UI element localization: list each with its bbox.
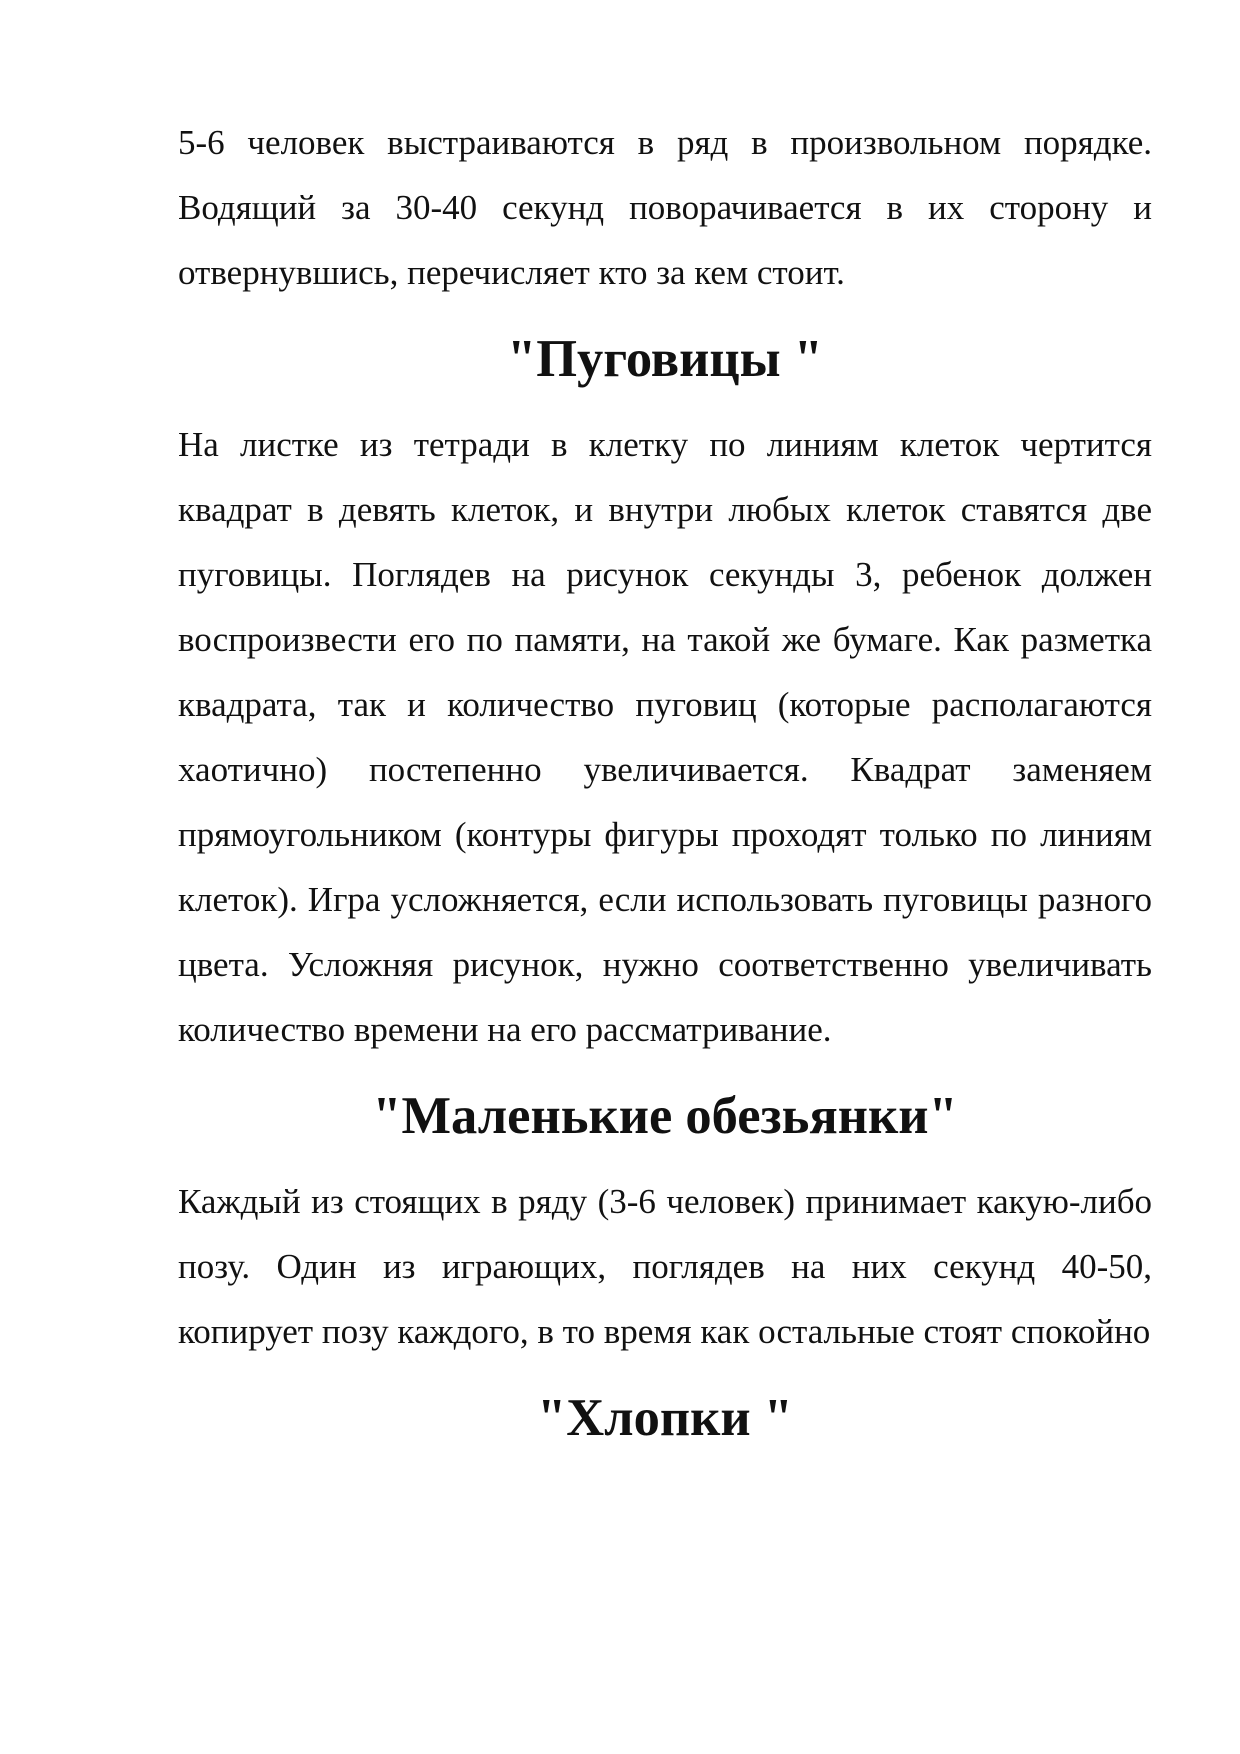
document-body [178, 110, 1152, 1451]
heading-little-monkeys-game: "Маленькие обезьянки" [372, 1087, 958, 1145]
paragraph-buttons-game: На листке из тетради в клетку по линиям клеток чертится квадрат в девять клеток, и внутри любых клеток ставятся две пуговицы. Поглядев на рисунок секунды 3, ребенок должен воспроизвести его по памяти, на такой же бумаге. Как разметка квадрата, так и количество пуговиц (которые располагаются хаотично) постепенно увеличивается. Квадрат заменяем прямоугольником (контуры фигуры проходят только по линиям клеток). Игра усложняется, если использовать пуговицы разного цвета. Усложняя рисунок, нужно соответственно увеличивать количество времени на его рассматривание. [178, 425, 1152, 1049]
heading-claps-game: "Хлопки " [537, 1389, 793, 1447]
heading-buttons-game: "Пуговицы " [507, 330, 823, 388]
paragraph-line-order-game: 5-6 человек выстраиваются в ряд в произвольном порядке. Водящий за 30-40 секунд поворачивается в их сторону и отвернувшись, перечисляет кто за кем стоит. [178, 123, 1152, 292]
paragraph-little-monkeys-game: Каждый из стоящих в ряду (3-6 человек) принимает какую-либо позу. Один из играющих, поглядев на них секунд 40-50, копирует позу каждого, в то время как остальные стоят спокойно [178, 1182, 1152, 1351]
